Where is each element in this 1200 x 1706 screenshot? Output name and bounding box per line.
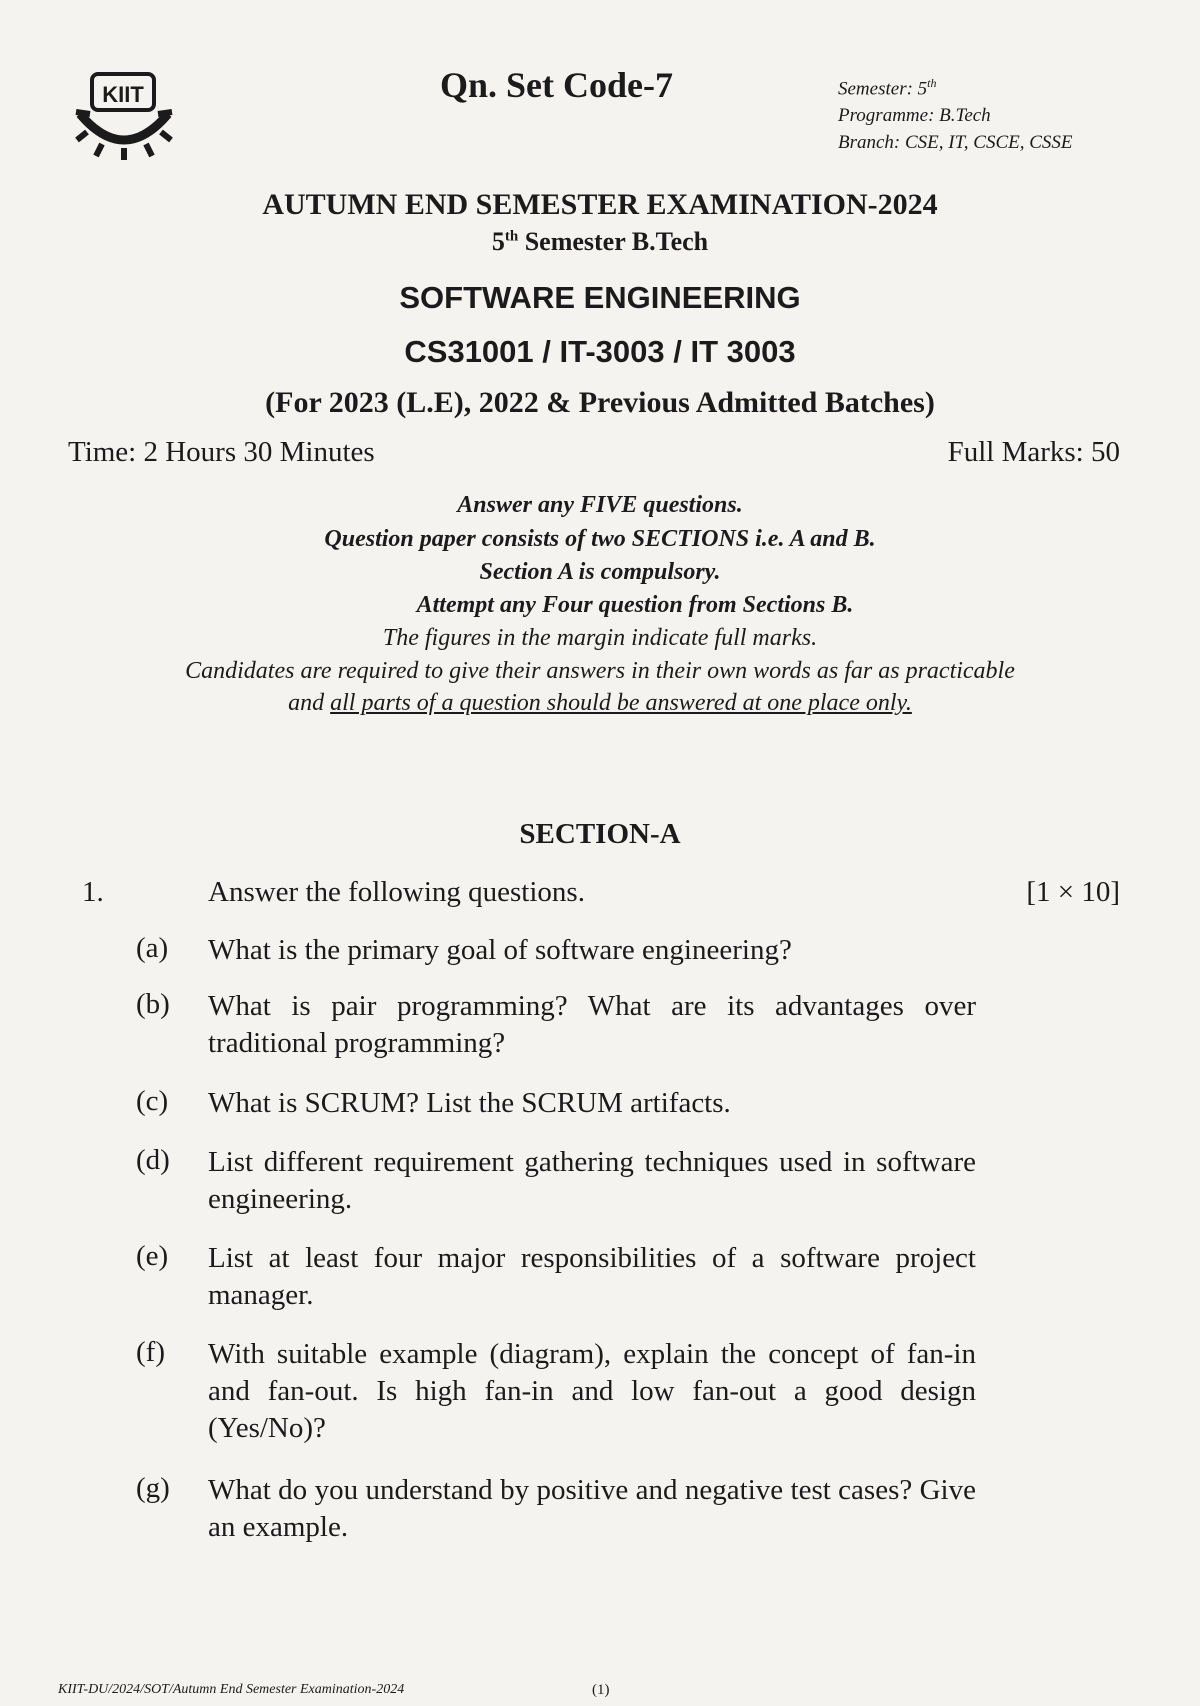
full-marks: Full Marks: 50 — [947, 436, 1120, 468]
semester-label: Semester: 5th — [838, 76, 937, 100]
sub-question-text: List at least four major responsibilities of a software project manager. — [208, 1242, 976, 1311]
instruction-line: Question paper consists of two SECTIONS i.e. A and B. — [324, 526, 876, 552]
course-code: CS31001 / IT-3003 / IT 3003 — [404, 334, 796, 369]
sub-question-label: (d) — [136, 1144, 170, 1176]
sub-question-label: (f) — [136, 1336, 165, 1368]
question-text: Answer the following questions. — [208, 876, 585, 908]
question-number: 1. — [82, 876, 104, 908]
sub-question-text: With suitable example (diagram), explain the concept of fan-in and fan-out. Is high fan-in and low fan-out a good design (Yes/No)? — [208, 1338, 976, 1444]
logo-text: KIIT — [102, 82, 144, 107]
sub-question-text: List different requirement gathering techniques used in software engineering. — [208, 1146, 976, 1215]
exam-title: AUTUMN END SEMESTER EXAMINATION-2024 — [262, 188, 938, 221]
exam-time: Time: 2 Hours 30 Minutes — [68, 436, 375, 468]
batches-line: (For 2023 (L.E), 2022 & Previous Admitted Batches) — [265, 386, 935, 419]
instruction-line: Section A is compulsory. — [479, 559, 721, 585]
branch-label: Branch: CSE, IT, CSCE, CSSE — [838, 132, 1073, 154]
kiit-logo — [72, 70, 177, 160]
sub-question-label: (c) — [136, 1085, 169, 1117]
sub-question-label: (e) — [136, 1240, 169, 1272]
sub-question-text: What is the primary goal of software engineering? — [208, 934, 792, 966]
kiit-logo-emblem-icon — [72, 70, 177, 160]
semester-line: 5th Semester B.Tech — [491, 227, 709, 256]
instruction-line: The figures in the margin indicate full marks. — [382, 625, 818, 651]
instruction-line: Attempt any Four question from Sections B. — [416, 592, 854, 618]
instruction-line: and all parts of a question should be answered at one place only. — [288, 690, 912, 716]
instruction-line: Answer any FIVE questions. — [457, 492, 743, 518]
sub-question-text: What is SCRUM? List the SCRUM artifacts. — [208, 1087, 731, 1119]
sub-question-text: What do you understand by positive and negative test cases? Give an example. — [208, 1474, 976, 1543]
sub-question-label: (a) — [136, 932, 169, 964]
page-footer: KIIT-DU/2024/SOT/Autumn End Semester Examination-2024 — [58, 1682, 405, 1697]
exam-meta — [838, 70, 1073, 156]
instruction-line: Candidates are required to give their answers in their own words as far as practicable — [185, 658, 1015, 684]
sub-question-label: (b) — [136, 988, 170, 1020]
question-marks: [1 × 10] — [1026, 876, 1120, 908]
sub-question-label: (g) — [136, 1472, 170, 1504]
subject-title: SOFTWARE ENGINEERING — [399, 280, 801, 315]
programme-label: Programme: B.Tech — [838, 105, 991, 127]
sub-question-text: What is pair programming? What are its advantages over traditional programming? — [208, 990, 976, 1059]
page-number: (1) — [592, 1682, 610, 1698]
question-set-code: Qn. Set Code-7 — [440, 65, 673, 105]
underlined-instruction: all parts of a question should be answered at one place only. — [330, 690, 912, 716]
section-a-heading: SECTION-A — [519, 818, 681, 850]
